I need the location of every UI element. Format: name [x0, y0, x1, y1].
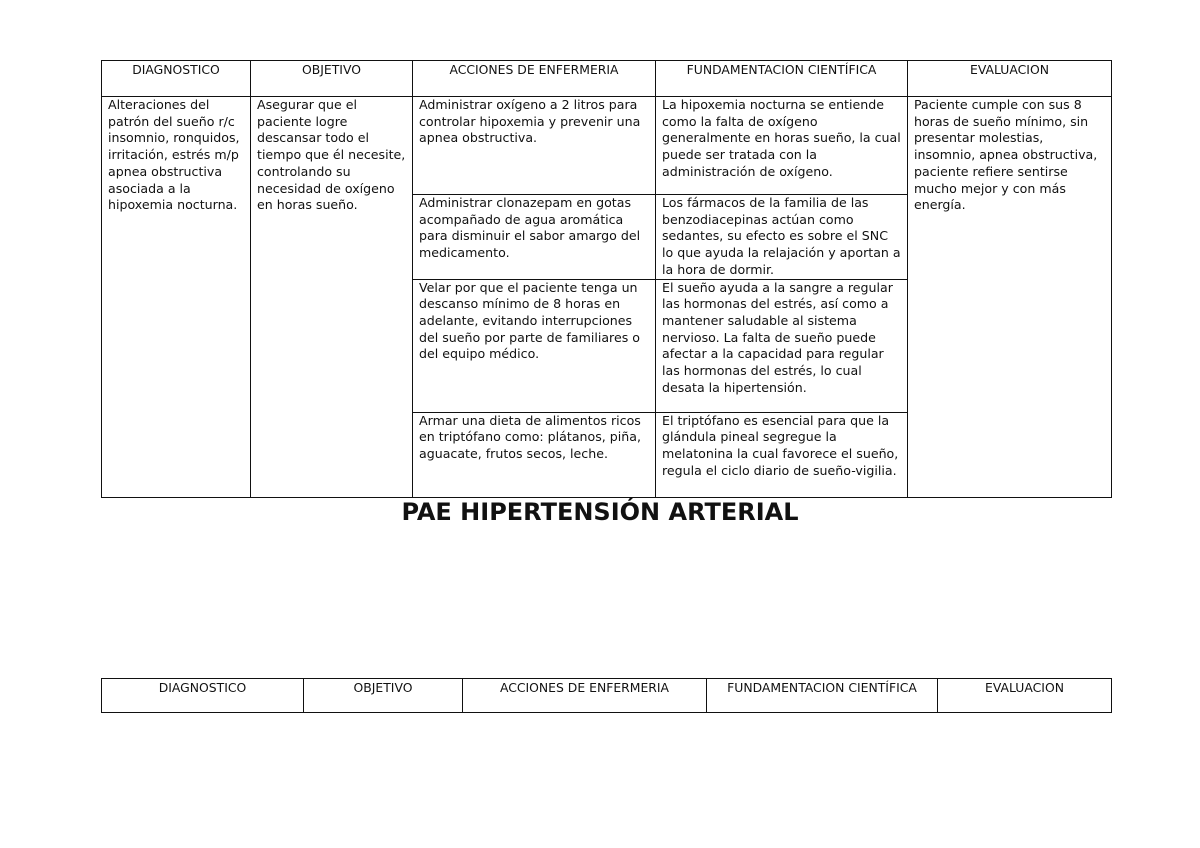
fundamentacion-cell: La hipoxemia nocturna se entiende como la falta de oxígeno generalmente en horas sueño, la cual puede ser tratada con la administración de oxígeno. [656, 97, 908, 195]
care-plan-table-hypertension [101, 678, 1112, 713]
header-fundamentacion: FUNDAMENTACION CIENTÍFICA [707, 679, 938, 713]
fundamentacion-cell: Los fármacos de la familia de las benzodiacepinas actúan como sedantes, su efecto es sobre el SNC lo que ayuda la relajación y aportan a la hora de dormir. [656, 195, 908, 280]
diagnostico-cell: Alteraciones del patrón del sueño r/c insomnio, ronquidos, irritación, estrés m/p apnea obstructiva asociada a la hipoxemia nocturna. [102, 97, 251, 498]
accion-cell: Armar una dieta de alimentos ricos en triptófano como: plátanos, piña, aguacate, frutos secos, leche. [413, 412, 656, 497]
header-diagnostico: DIAGNOSTICO [102, 679, 304, 713]
header-evaluacion: EVALUACION [908, 61, 1112, 97]
section-title: PAE HIPERTENSIÓN ARTERIAL [401, 498, 799, 526]
accion-cell: Administrar clonazepam en gotas acompañado de agua aromática para disminuir el sabor amargo del medicamento. [413, 195, 656, 280]
header-objetivo: OBJETIVO [304, 679, 463, 713]
header-evaluacion: EVALUACION [938, 679, 1112, 713]
accion-cell: Administrar oxígeno a 2 litros para controlar hipoxemia y prevenir una apnea obstructiva. [413, 97, 656, 195]
evaluacion-cell: Paciente cumple con sus 8 horas de sueño mínimo, sin presentar molestias, insomnio, apnea obstructiva, paciente refiere sentirse mucho mejor y con más energía. [908, 97, 1112, 498]
header-diagnostico: DIAGNOSTICO [102, 61, 251, 97]
fundamentacion-cell: El sueño ayuda a la sangre a regular las hormonas del estrés, así como a mantener saludable al sistema nervioso. La falta de sueño puede afectar a la capacidad para regular las hormonas del estrés, lo cual desata la hipertensión. [656, 279, 908, 412]
fundamentacion-cell: El triptófano es esencial para que la glándula pineal segregue la melatonina la cual favorece el sueño, regula el ciclo diario de sueño-vigilia. [656, 412, 908, 497]
objetivo-cell: Asegurar que el paciente logre descansar todo el tiempo que él necesite, controlando su necesidad de oxígeno en horas sueño. [251, 97, 413, 498]
header-fundamentacion: FUNDAMENTACION CIENTÍFICA [656, 61, 908, 97]
accion-cell: Velar por que el paciente tenga un descanso mínimo de 8 horas en adelante, evitando interrupciones del sueño por parte de familiares o del equipo médico. [413, 279, 656, 412]
header-row [102, 679, 1112, 713]
care-plan-table-sleep [101, 60, 1112, 498]
table-row [102, 97, 1112, 195]
header-acciones: ACCIONES DE ENFERMERIA [413, 61, 656, 97]
header-row [102, 61, 1112, 97]
header-objetivo: OBJETIVO [251, 61, 413, 97]
header-acciones: ACCIONES DE ENFERMERIA [463, 679, 707, 713]
